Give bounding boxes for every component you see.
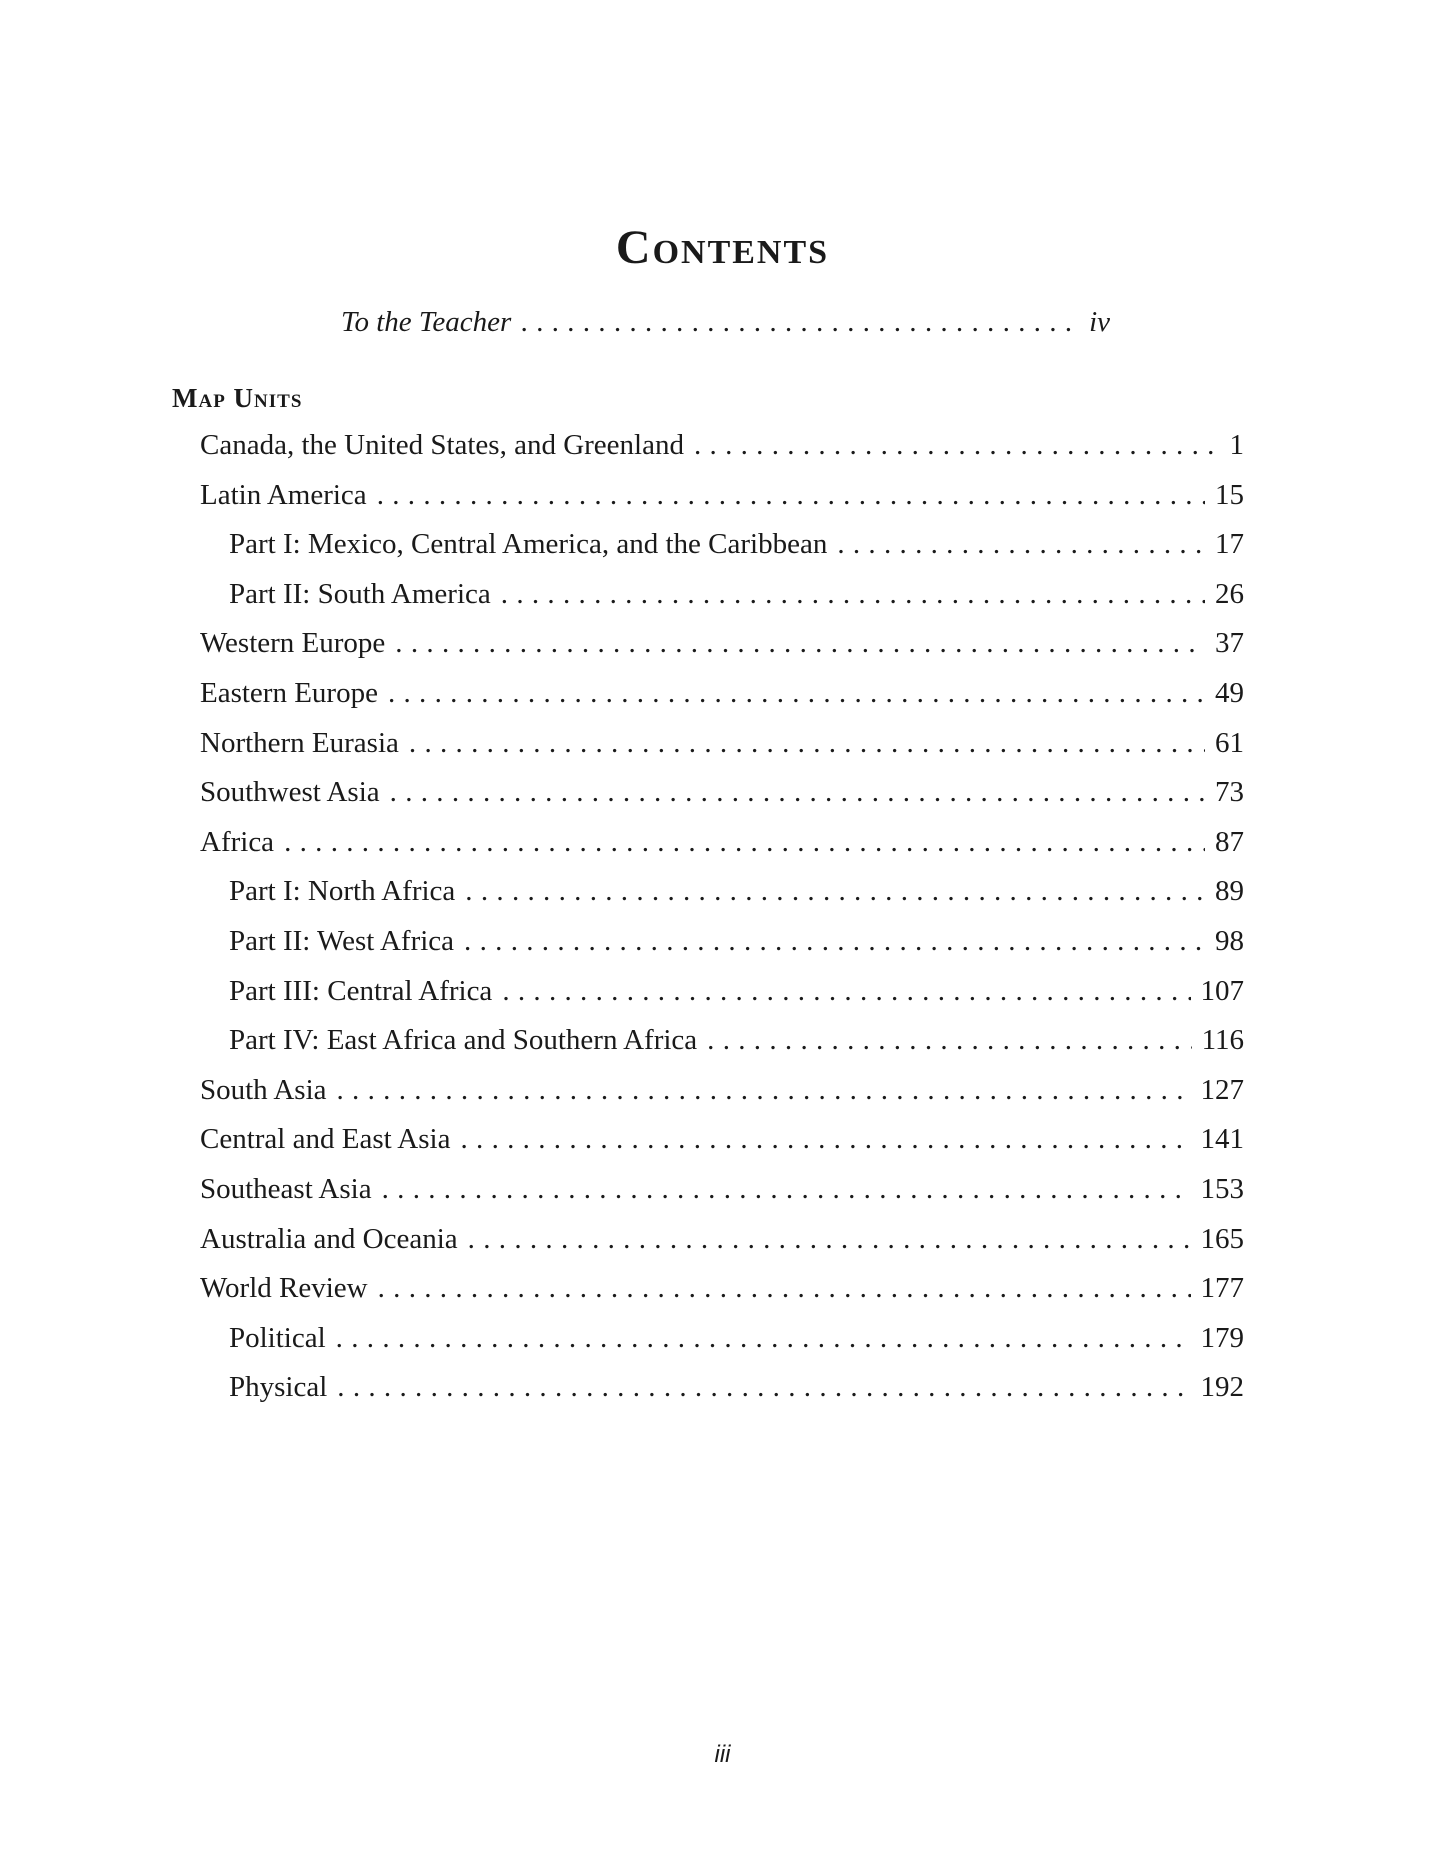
- toc-entry[interactable]: [200, 475, 1244, 525]
- toc-page-number: 98: [1215, 924, 1244, 957]
- toc-entry-label: Western Europe: [200, 627, 386, 660]
- dot-leader: [284, 822, 1205, 862]
- toc-entry-label: Latin America: [200, 478, 367, 511]
- toc-entry-label: To the Teacher: [341, 306, 512, 338]
- toc-entry[interactable]: [200, 1367, 1244, 1417]
- toc-page-number: 61: [1215, 726, 1244, 759]
- toc-page-number: 49: [1215, 676, 1244, 709]
- toc-entry-label: Australia and Oceania: [200, 1222, 458, 1255]
- toc-entry-label: Southeast Asia: [200, 1172, 372, 1205]
- toc-page-number: iv: [1089, 306, 1110, 338]
- toc-page-number: 107: [1200, 974, 1244, 1007]
- page-title: Contents: [615, 221, 830, 274]
- toc-entry[interactable]: [200, 1318, 1244, 1368]
- dot-leader: [378, 1268, 1191, 1308]
- toc-page-number: 179: [1200, 1321, 1244, 1354]
- toc-entry-to-the-teacher[interactable]: [341, 302, 1110, 342]
- toc-page-number: 153: [1200, 1172, 1244, 1205]
- toc-entry-label: Part I: North Africa: [229, 875, 456, 908]
- toc-page-number: 26: [1215, 577, 1244, 610]
- toc-entry[interactable]: [200, 1119, 1244, 1169]
- toc-entry[interactable]: [200, 673, 1244, 723]
- toc-page-number: 73: [1215, 776, 1244, 809]
- toc-entry[interactable]: [200, 1268, 1244, 1318]
- toc-entry[interactable]: [200, 971, 1244, 1021]
- toc-entry-label: Part IV: East Africa and Southern Africa: [229, 1024, 698, 1057]
- page-number-footer: iii: [714, 1741, 731, 1768]
- dot-leader: [377, 475, 1205, 515]
- toc-entry[interactable]: [200, 425, 1244, 475]
- toc-entry[interactable]: [200, 871, 1244, 921]
- dot-leader: [837, 524, 1205, 564]
- section-heading: Map Units: [172, 383, 303, 413]
- toc-entry-label: Central and East Asia: [200, 1123, 451, 1156]
- dot-leader: [521, 302, 1079, 342]
- toc-entry-label: Part III: Central Africa: [229, 974, 493, 1007]
- dot-leader: [388, 673, 1205, 713]
- toc-page-number: 37: [1215, 627, 1244, 660]
- toc-entry-label: Northern Eurasia: [200, 726, 399, 759]
- toc-page-number: 177: [1200, 1272, 1244, 1305]
- toc-page-number: 87: [1215, 825, 1244, 858]
- toc-entry-label: Political: [229, 1321, 326, 1354]
- dot-leader: [468, 1219, 1191, 1259]
- toc-page-number: 1: [1229, 429, 1244, 461]
- toc-entry-label: Southwest Asia: [200, 776, 380, 809]
- toc-entry-label: Part I: Mexico, Central America, and the Caribbean: [229, 528, 828, 561]
- toc-page-number: 141: [1200, 1123, 1244, 1156]
- toc-page-number: 192: [1200, 1371, 1244, 1404]
- dot-leader: [382, 1169, 1191, 1209]
- toc-entry-label: Physical: [229, 1371, 328, 1404]
- toc-entry-label: Africa: [200, 825, 275, 858]
- toc-entry[interactable]: [200, 524, 1244, 574]
- toc-entry-label: Eastern Europe: [200, 676, 378, 709]
- toc-entry[interactable]: [200, 1020, 1244, 1070]
- toc-entry[interactable]: [200, 1169, 1244, 1219]
- toc-entry[interactable]: [200, 921, 1244, 971]
- dot-leader: [336, 1318, 1191, 1358]
- dot-leader: [501, 574, 1205, 614]
- toc-entry[interactable]: [200, 1219, 1244, 1269]
- toc-entry[interactable]: [200, 822, 1244, 872]
- toc-entry-label: World Review: [200, 1272, 368, 1305]
- toc-page-number: 15: [1215, 478, 1244, 511]
- toc-list: [200, 425, 1244, 1417]
- dot-leader: [464, 921, 1205, 961]
- toc-entry-label: Part II: South America: [229, 577, 491, 610]
- toc-page-number: 165: [1200, 1222, 1244, 1255]
- dot-leader: [465, 871, 1205, 911]
- toc-page-number: 127: [1200, 1073, 1244, 1106]
- dot-leader: [460, 1119, 1190, 1159]
- toc-entry[interactable]: [200, 623, 1244, 673]
- toc-entry-label: Part II: West Africa: [229, 924, 455, 957]
- toc-page-number: 89: [1215, 875, 1244, 908]
- toc-entry-label: South Asia: [200, 1073, 327, 1106]
- dot-leader: [409, 723, 1205, 763]
- toc-entry-label: Canada, the United States, and Greenland: [200, 429, 684, 461]
- toc-entry[interactable]: [200, 723, 1244, 773]
- dot-leader: [395, 623, 1205, 663]
- toc-entry[interactable]: [200, 772, 1244, 822]
- dot-leader: [337, 1070, 1191, 1110]
- dot-leader: [694, 425, 1220, 465]
- toc-entry[interactable]: [200, 574, 1244, 624]
- dot-leader: [502, 971, 1190, 1011]
- dot-leader: [337, 1367, 1190, 1407]
- dot-leader: [707, 1020, 1191, 1060]
- dot-leader: [390, 772, 1205, 812]
- toc-page-number: 116: [1201, 1024, 1244, 1057]
- toc-page-number: 17: [1215, 528, 1244, 561]
- toc-entry[interactable]: [200, 1070, 1244, 1120]
